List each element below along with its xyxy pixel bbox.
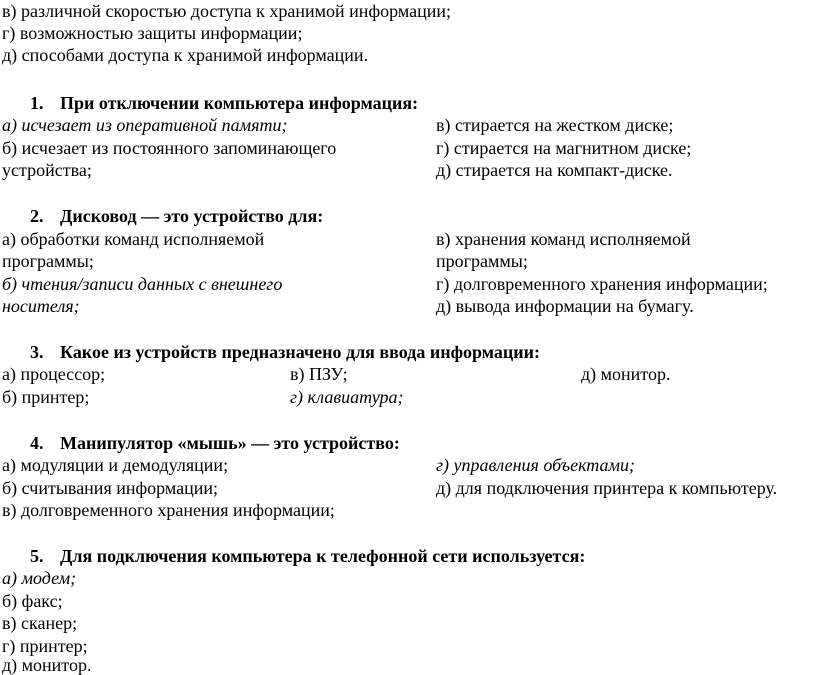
q5-number: 5. (30, 546, 44, 566)
q2-number: 2. (30, 206, 44, 226)
q1-number: 1. (30, 93, 44, 113)
q4-title: Манипулятор «мышь» — это устройство: (60, 433, 400, 453)
q4-option-b: б) считывания информации; (2, 478, 219, 498)
q3-option-a: а) процессор; (2, 364, 106, 384)
q2-option-b-line2: носителя; (2, 296, 80, 316)
intro-line-g: г) возможностью защиты информации; (2, 23, 303, 43)
q4-option-a: а) модуляции и демодуляции; (2, 455, 229, 475)
q5-option-a: а) модем; (2, 568, 77, 588)
q3-option-b: б) принтер; (2, 387, 90, 407)
intro-line-v: в) различной скоростью доступа к хранимой информации; (2, 1, 451, 21)
q1-option-d: д) стирается на компакт-диске. (436, 160, 673, 180)
q4-option-v: в) долговременного хранения информации; (2, 500, 335, 520)
intro-line-d: д) способами доступа к хранимой информации. (2, 45, 369, 65)
q3-title: Какое из устройств предназначено для ввода информации: (60, 342, 541, 362)
q1-option-b-line1: б) исчезает из постоянного запоминающего (2, 138, 337, 158)
q3-option-v: в) ПЗУ; (290, 364, 348, 384)
q3-option-d: д) монитор. (581, 364, 671, 384)
q5-title: Для подключения компьютера к телефонной сети используется: (60, 546, 586, 566)
q2-option-a-line2: программы; (2, 251, 94, 271)
q1-option-b-line2: устройства; (2, 160, 92, 180)
q5-option-g: г) принтер; (2, 636, 88, 656)
q5-option-b: б) факс; (2, 591, 63, 611)
q2-option-v-line2: программы; (436, 251, 528, 271)
q5-option-d: д) монитор. (2, 655, 92, 675)
q2-option-v-line1: в) хранения команд исполняемой (436, 229, 691, 249)
q5-option-v: в) сканер; (2, 613, 78, 633)
q2-option-b-line1: б) чтения/записи данных с внешнего (2, 274, 283, 294)
q4-option-d: д) для подключения принтера к компьютеру. (436, 478, 778, 498)
q3-number: 3. (30, 342, 44, 362)
q1-option-g: г) стирается на магнитном диске; (436, 138, 692, 158)
q4-option-g: г) управления объектами; (436, 455, 635, 475)
q2-option-a-line1: а) обработки команд исполняемой (2, 229, 265, 249)
q1-option-v: в) стирается на жестком диске; (436, 115, 674, 135)
q2-option-d: д) вывода информации на бумагу. (436, 296, 694, 316)
q1-title: При отключении компьютера информация: (60, 93, 419, 113)
q2-title: Дисковод — это устройство для: (60, 206, 324, 226)
q4-number: 4. (30, 433, 44, 453)
q1-option-a: а) исчезает из оперативной памяти; (2, 115, 288, 135)
q2-option-g: г) долговременного хранения информации; (436, 274, 768, 294)
q3-option-g: г) клавиатура; (290, 387, 404, 407)
